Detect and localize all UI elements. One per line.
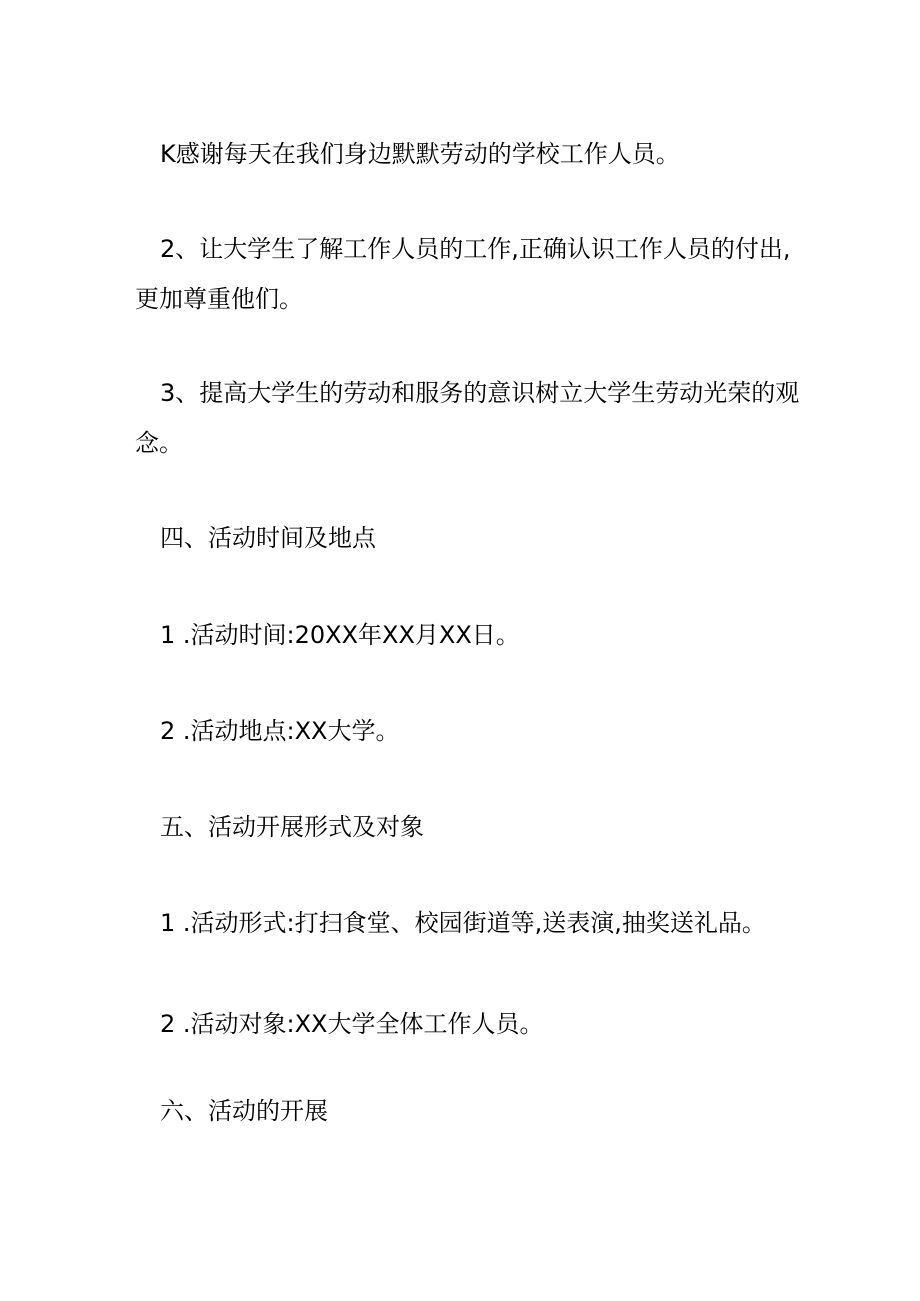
activity-form-text: 1 .活动形式:打扫食堂、校园街道等,送表演,抽奖送礼品。 <box>160 909 766 937</box>
section-heading-form-target: 五、活动开展形式及对象 <box>160 813 424 841</box>
goal-2-text-line-2: 更加尊重他们。 <box>135 285 303 313</box>
goal-3-text-line-1: 3、提高大学生的劳动和服务的意识树立大学生劳动光荣的观 <box>160 379 800 407</box>
activity-time-text: 1 .活动时间:20XX年XX月XX日。 <box>160 621 520 649</box>
goal-3-text-line-2: 念。 <box>135 429 183 457</box>
section-heading-time-place: 四、活动时间及地点 <box>160 524 376 552</box>
activity-place-text: 2 .活动地点:XX大学。 <box>160 717 400 745</box>
activity-target-text: 2 .活动对象:XX大学全体工作人员。 <box>160 1010 544 1038</box>
goal-2-text-line-1: 2、让大学生了解工作人员的工作,正确认识工作人员的付出, <box>160 235 791 263</box>
section-heading-activity-execution: 六、活动的开展 <box>160 1097 328 1125</box>
goal-1-text: K感谢每天在我们身边默默劳动的学校工作人员。 <box>160 140 680 168</box>
